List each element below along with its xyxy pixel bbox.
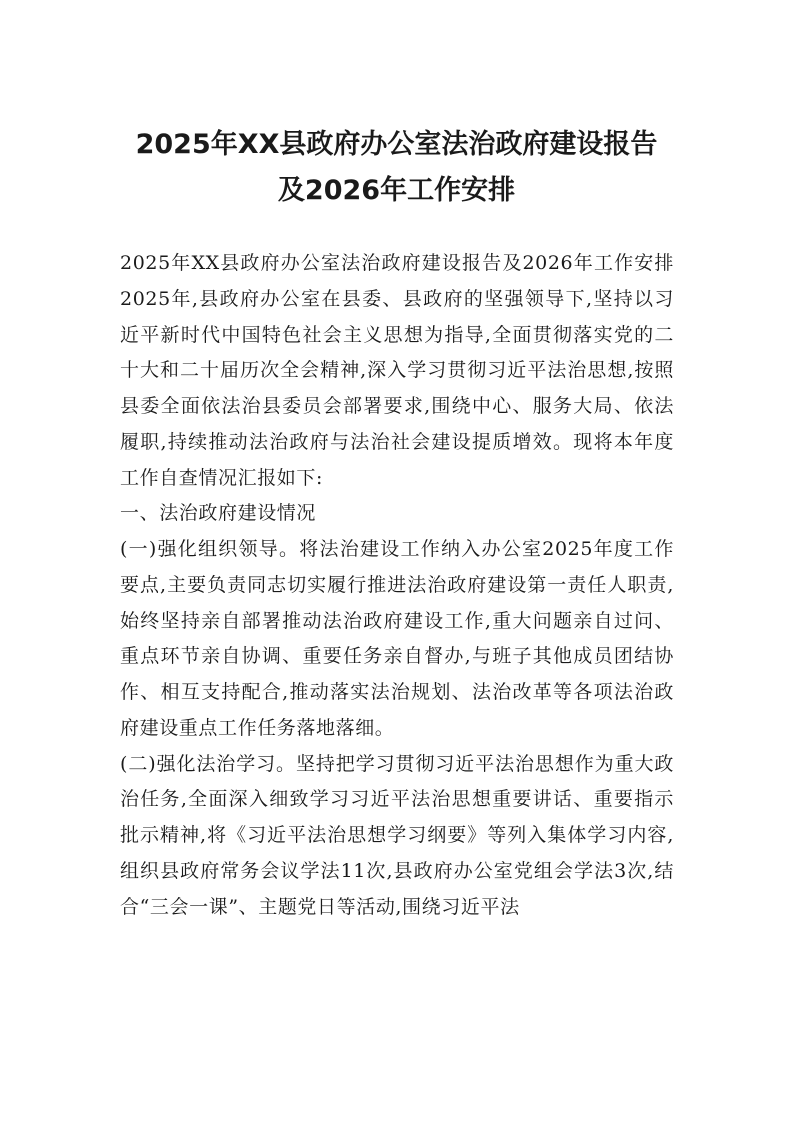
document-body [120,246,674,925]
paragraph-law-study: (二)强化法治学习。坚持把学习贯彻习近平法治思想作为重大政治任务,全面深入细致学习习近平法治思想重要讲话、重要指示批示精神,将《习近平法治思想学习纲要》等列入集体学习内容,组织县政府常务会议学法11次,县政府办公室党组会学法3次,结合“三会一课”、主题党日等活动,围绕习近平法 [120,752,674,918]
document-title-line-1: 2025年XX县政府办公室法治政府建设报告 [135,129,658,160]
paragraph-intro: 2025年XX县政府办公室法治政府建设报告及2026年工作安排2025年,县政府办公室在县委、县政府的坚强领导下,坚持以习近平新时代中国特色社会主义思想为指导,全面贯彻落实党的二十大和二十届历次全会精神,深入学习贯彻习近平法治思想,按照县委全面依法治县委员会部署要求,围绕中心、服务大局、依法履职,持续推动法治政府与法治社会建设提质增效。现将本年度工作自查情况汇报如下: [120,252,674,489]
paragraph-organization-leadership: (一)强化组织领导。将法治建设工作纳入办公室2025年度工作要点,主要负责同志切实履行推进法治政府建设第一责任人职责,始终坚持亲自部署推动法治政府建设工作,重大问题亲自过问、重点环节亲自协调、重要任务亲自督办,与班子其他成员团结协作、相互支持配合,推动落实法治规划、法治改革等各项法治政府建设重点工作任务落地落细。 [120,538,674,739]
section-heading-1: 一、法治政府建设情况 [120,502,317,525]
document-title-line-2: 及2026年工作安排 [277,175,516,206]
